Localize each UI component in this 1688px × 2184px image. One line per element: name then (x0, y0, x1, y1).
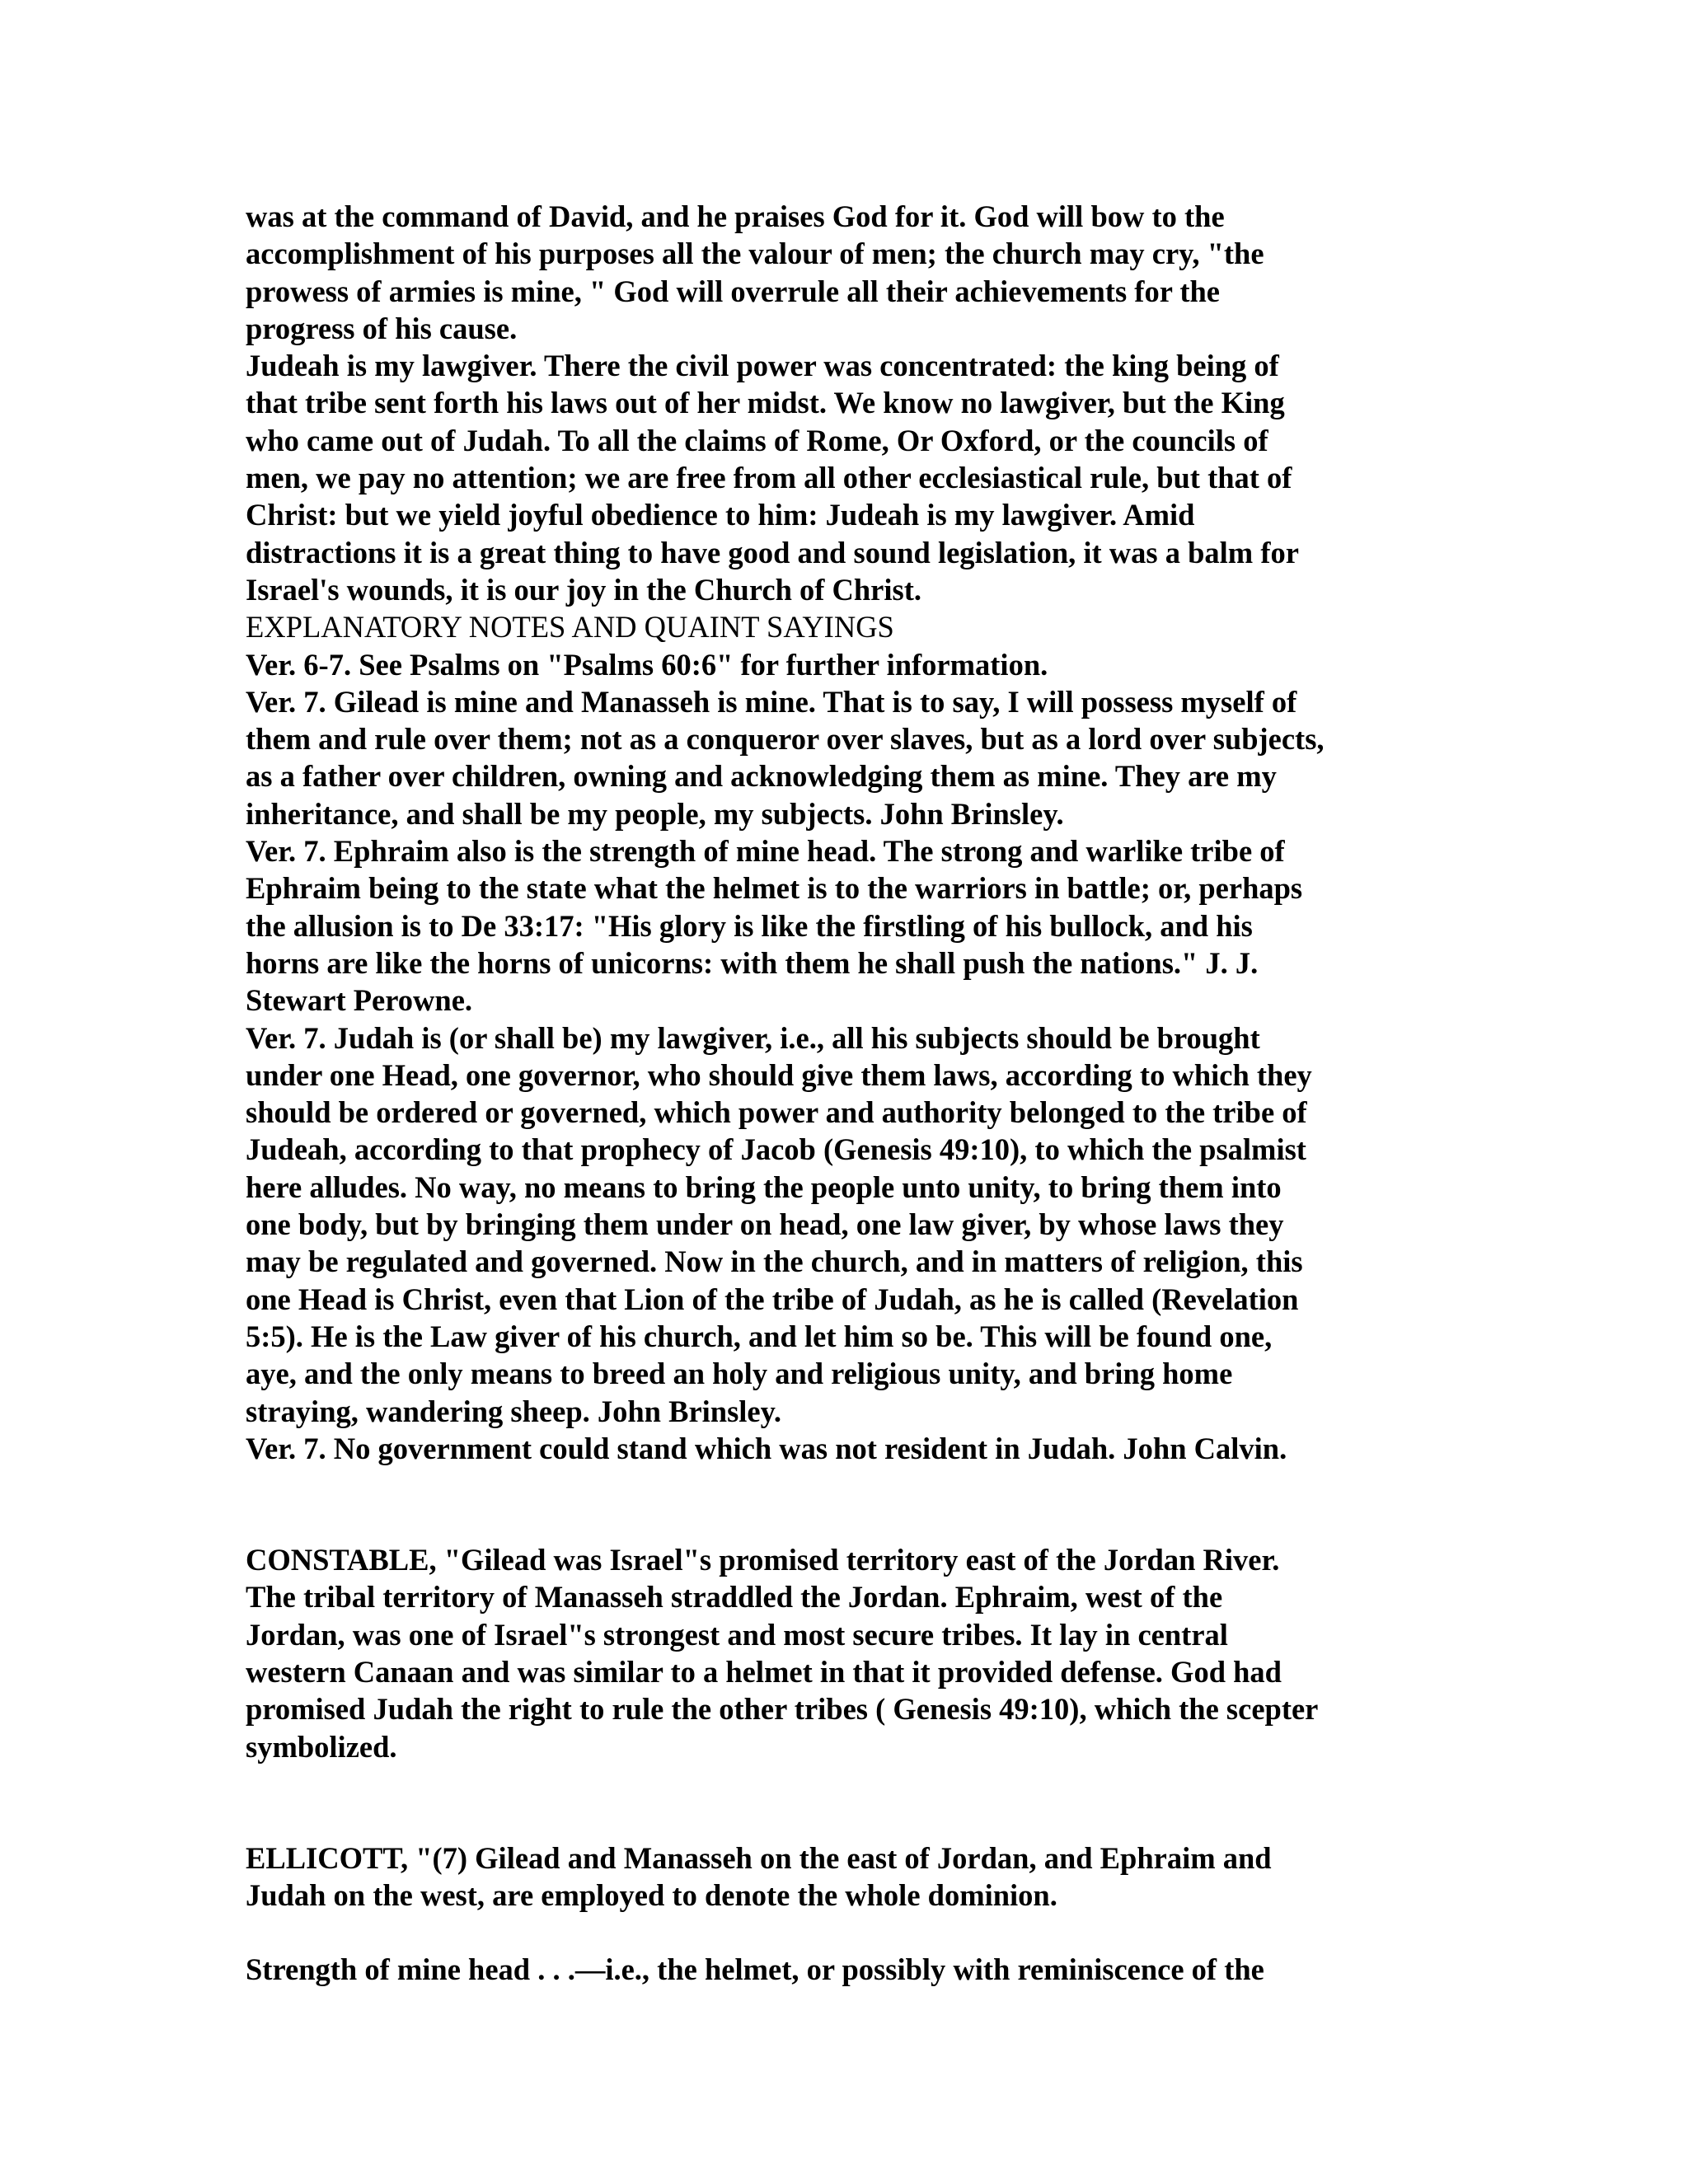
text-line: western Canaan and was similar to a helmet in that it provided defense. God had (246, 1654, 1282, 1689)
text-line: one body, but by bringing them under on head, one law giver, by whose laws they (246, 1207, 1284, 1242)
text-line: Judeah is my lawgiver. There the civil power was concentrated: the king being of (246, 349, 1279, 383)
text-line: under one Head, one governor, who should give them laws, according to which they (246, 1057, 1312, 1092)
text-line: CONSTABLE, "Gilead was Israel"s promised territory east of the Jordan River. (246, 1543, 1280, 1577)
text-line: distractions it is a great thing to have good and sound legislation, it was a balm for (246, 535, 1299, 569)
text-line: who came out of Judah. To all the claims of Rome, Or Oxford, or the councils of (246, 423, 1268, 457)
paragraph-gap (246, 1914, 1482, 1951)
text-line: aye, and the only means to breed an holy and religious unity, and bring home (246, 1357, 1233, 1391)
text-line: horns are like the horns of unicorns: with them he shall push the nations." J. J. (246, 945, 1259, 980)
text-line: should be ordered or governed, which power and authority belonged to the tribe of (246, 1095, 1307, 1130)
text-line: Ver. 6-7. See Psalms on "Psalms 60:6" for further information. (246, 647, 1048, 682)
text-line: The tribal territory of Manasseh straddled the Jordan. Ephraim, west of the (246, 1580, 1223, 1615)
ellicott-paragraph (246, 1840, 1482, 1915)
text-line: them and rule over them; not as a conqueror over slaves, but as a lord over subjects, (246, 722, 1325, 757)
text-line: Ver. 7. Judah is (or shall be) my lawgiver, i.e., all his subjects should be brought (246, 1020, 1260, 1055)
paragraph-gap (246, 1765, 1482, 1840)
text-line: Ver. 7. No government could stand which was not resident in Judah. John Calvin. (246, 1431, 1287, 1465)
text-line: progress of his cause. (246, 311, 518, 345)
section-heading: EXPLANATORY NOTES AND QUAINT SAYINGS (246, 610, 894, 644)
commentary-paragraph (246, 198, 1482, 608)
text-line: Strength of mine head . . .—i.e., the helmet, or possibly with reminiscence of the (246, 1952, 1264, 1987)
text-line: straying, wandering sheep. John Brinsley. (246, 1394, 781, 1428)
text-line: Judeah, according to that prophecy of Jacob (Genesis 49:10), to which the psalmist (246, 1132, 1306, 1167)
text-line: was at the command of David, and he praises God for it. God will bow to the (246, 199, 1225, 233)
text-line: one Head is Christ, even that Lion of the tribe of Judah, as he is called (Revelation (246, 1282, 1299, 1316)
text-line: that tribe sent forth his laws out of her midst. We know no lawgiver, but the King (246, 386, 1285, 420)
text-line: may be regulated and governed. Now in the church, and in matters of religion, this (246, 1244, 1303, 1279)
text-line: Christ: but we yield joyful obedience to him: Judeah is my lawgiver. Amid (246, 498, 1195, 532)
text-line: prowess of armies is mine, " God will overrule all their achievements for the (246, 274, 1221, 308)
text-line: promised Judah the right to rule the other tribes ( Genesis 49:10), which the scepter (246, 1692, 1319, 1727)
text-line: accomplishment of his purposes all the valour of men; the church may cry, "the (246, 237, 1264, 271)
text-line: Ver. 7. Ephraim also is the strength of mine head. The strong and warlike tribe of (246, 834, 1285, 869)
text-line: as a father over children, owning and acknowledging them as mine. They are my (246, 759, 1277, 794)
text-line: 5:5). He is the Law giver of his church, and let him so be. This will be found one, (246, 1319, 1273, 1353)
document-page (246, 198, 1482, 1989)
text-line: Jordan, was one of Israel"s strongest and most secure tribes. It lay in central (246, 1617, 1228, 1652)
text-line: Judah on the west, are employed to denote the whole dominion. (246, 1878, 1057, 1913)
constable-paragraph (246, 1541, 1482, 1765)
notes-paragraph (246, 646, 1482, 1468)
text-line: men, we pay no attention; we are free from all other ecclesiastical rule, but that of (246, 461, 1292, 495)
text-line: Ver. 7. Gilead is mine and Manasseh is mine. That is to say, I will possess myself of (246, 684, 1297, 719)
text-line: Israel's wounds, it is our joy in the Church of Christ. (246, 572, 922, 607)
text-line: Ephraim being to the state what the helmet is to the warriors in battle; or, perhaps (246, 871, 1303, 906)
text-line: here alludes. No way, no means to bring the people unto unity, to bring them into (246, 1169, 1282, 1204)
text-line: the allusion is to De 33:17: "His glory is like the firstling of his bullock, and his (246, 908, 1253, 943)
text-line: Stewart Perowne. (246, 983, 473, 1018)
text-line: inheritance, and shall be my people, my subjects. John Brinsley. (246, 796, 1064, 831)
paragraph-gap (246, 1467, 1482, 1541)
strength-paragraph (246, 1951, 1482, 1988)
text-line: ELLICOTT, "(7) Gilead and Manasseh on the east of Jordan, and Ephraim and (246, 1840, 1272, 1875)
text-line: symbolized. (246, 1729, 397, 1764)
